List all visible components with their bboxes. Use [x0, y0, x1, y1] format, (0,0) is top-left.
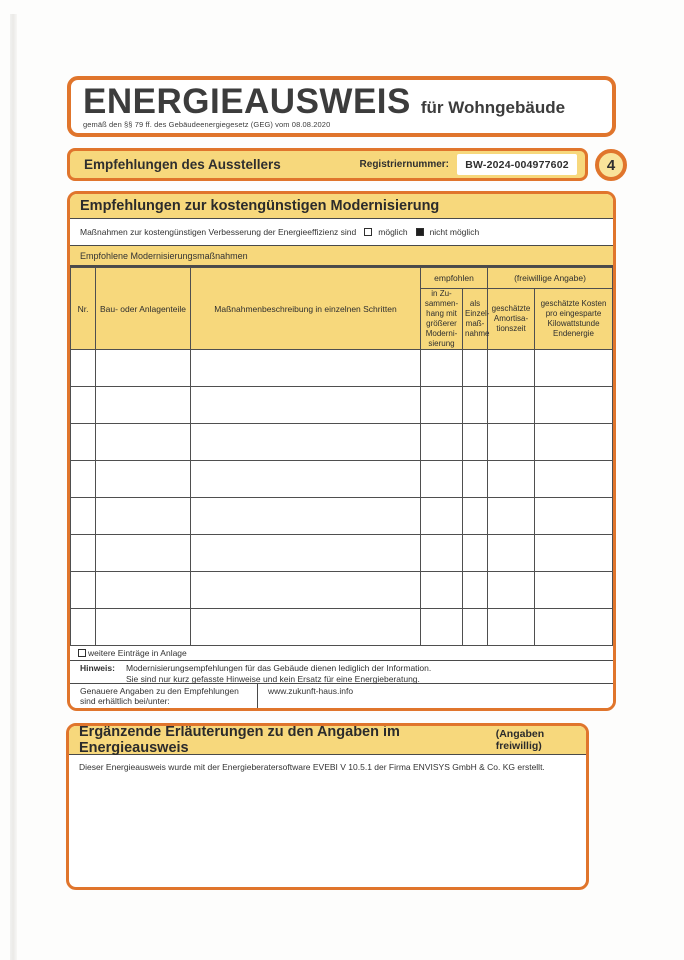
hint-text: [126, 663, 431, 684]
table-cell: [488, 609, 535, 646]
table-cell: [488, 387, 535, 424]
table-row: [71, 535, 613, 572]
table-cell: [463, 498, 488, 535]
supplementary-notes-title-suffix: (Angaben freiwillig): [495, 728, 545, 752]
table-cell: [463, 350, 488, 387]
table-row: [71, 350, 613, 387]
table-cell: [488, 535, 535, 572]
table-cell: [191, 498, 421, 535]
table-row: [71, 387, 613, 424]
table-cell: [71, 572, 96, 609]
hint-text-line2: Sie sind nur kurz gefasste Hinweise und kein Ersatz für eine Energieberatung.: [126, 673, 420, 684]
issuer-section-bar: [67, 148, 588, 181]
table-cell: [535, 498, 613, 535]
more-entries-label: weitere Einträge in Anlage: [88, 648, 187, 658]
table-cell: [191, 572, 421, 609]
table-cell: [71, 498, 96, 535]
checkbox-possible-label: möglich: [378, 227, 408, 237]
table-cell: [488, 461, 535, 498]
table-cell: [71, 461, 96, 498]
page-number: 4: [606, 156, 616, 174]
col-header-with-larger-modernization: in Zu-sammen-hang mit größerer Moderni-sierung: [421, 289, 463, 350]
measures-possible-text: Maßnahmen zur kostengünstigen Verbesserung der Energieeffizienz sind: [80, 227, 357, 237]
table-cell: [71, 387, 96, 424]
table-cell: [96, 461, 191, 498]
col-header-description: Maßnahmenbeschreibung in einzelnen Schritten: [191, 268, 421, 350]
table-cell: [191, 424, 421, 461]
hint-line: [70, 661, 613, 684]
modernization-section-box: [67, 191, 616, 711]
col-header-component: Bau- oder Anlagenteile: [96, 268, 191, 350]
issuer-section-title: Empfehlungen des Ausstellers: [84, 157, 281, 172]
checkbox-possible: [364, 228, 372, 236]
checkbox-not-possible-label: nicht möglich: [429, 227, 480, 237]
table-cell: [463, 461, 488, 498]
col-group-recommended: empfohlen: [421, 268, 488, 289]
table-cell: [191, 387, 421, 424]
table-cell: [421, 424, 463, 461]
table-cell: [488, 498, 535, 535]
document-subtitle: für Wohngebäude: [420, 98, 566, 117]
table-cell: [535, 424, 613, 461]
checkbox-more-entries: [78, 649, 86, 657]
supplementary-notes-title: Ergänzende Erläuterungen zu den Angaben im Energieausweis: [79, 724, 400, 756]
table-cell: [421, 535, 463, 572]
table-cell: [535, 461, 613, 498]
table-cell: [421, 609, 463, 646]
table-row: [71, 424, 613, 461]
table-cell: [535, 609, 613, 646]
supplementary-notes-body: Dieser Energieausweis wurde mit der Energieberatersoftware EVEBI V 10.5.1 der Firma ENVISYS GmbH & Co. KG erstellt.: [79, 762, 545, 772]
table-cell: [191, 609, 421, 646]
modernization-section-title: Empfehlungen zur kostengünstigen Modernisierung: [70, 194, 613, 219]
table-cell: [421, 461, 463, 498]
table-cell: [535, 387, 613, 424]
table-cell: [71, 350, 96, 387]
table-row: [71, 498, 613, 535]
table-cell: [463, 572, 488, 609]
table-cell: [71, 535, 96, 572]
table-cell: [191, 461, 421, 498]
table-cell: [96, 572, 191, 609]
table-cell: [421, 572, 463, 609]
supplementary-notes-box: [66, 723, 589, 890]
table-cell: [488, 350, 535, 387]
table-cell: [191, 350, 421, 387]
source-line: [70, 684, 613, 708]
table-cell: [421, 498, 463, 535]
recommendations-table-body: [71, 350, 613, 646]
col-group-voluntary: (freiwillige Angabe): [488, 268, 613, 289]
legal-reference: gemäß den §§ 79 ff. des Gebäudeenergiegesetz (GEG) vom 08.08.2020: [83, 120, 331, 129]
table-row: [71, 461, 613, 498]
table-row: [71, 609, 613, 646]
table-cell: [535, 535, 613, 572]
table-cell: [96, 498, 191, 535]
hint-text-line1: Modernisierungsempfehlungen für das Gebäude dienen lediglich der Information.: [126, 663, 432, 673]
table-cell: [71, 424, 96, 461]
table-cell: [488, 424, 535, 461]
table-cell: [463, 609, 488, 646]
registry-number-group: [360, 154, 577, 175]
table-cell: [463, 387, 488, 424]
table-cell: [535, 350, 613, 387]
recommendations-table-header: [71, 268, 613, 350]
hint-label: Hinweis:: [80, 663, 115, 673]
table-cell: [96, 424, 191, 461]
more-entries-line: [70, 646, 613, 661]
table-cell: [421, 387, 463, 424]
registry-number-label: Registriernummer:: [359, 159, 449, 170]
table-row: [71, 572, 613, 609]
table-cell: [96, 387, 191, 424]
page-number-badge: [595, 149, 627, 181]
scan-edge-artifact: [10, 14, 17, 960]
table-cell: [96, 609, 191, 646]
source-url: www.zukunft-haus.info: [268, 686, 354, 696]
table-cell: [535, 572, 613, 609]
col-header-amortization: geschätzte Amortisa-tionszeit: [488, 289, 535, 350]
recommended-measures-label: Empfohlene Modernisierungsmaßnahmen: [70, 246, 613, 267]
table-cell: [96, 535, 191, 572]
table-cell: [96, 350, 191, 387]
registry-number-value: BW-2024-004977602: [457, 154, 577, 175]
table-cell: [463, 424, 488, 461]
measures-possible-line: [70, 219, 613, 246]
table-cell: [191, 535, 421, 572]
table-cell: [421, 350, 463, 387]
table-cell: [488, 572, 535, 609]
source-label: Genauere Angaben zu den Empfehlungen sind erhältlich bei/unter:: [70, 684, 258, 708]
recommendations-table: [70, 267, 613, 646]
checkbox-not-possible: [416, 228, 424, 236]
col-header-cost-per-kwh: geschätzte Kosten pro eingesparte Kilowattstunde Endenergie: [535, 289, 613, 350]
col-header-single-measure: als Einzel-maß-nahme: [463, 289, 488, 350]
supplementary-notes-titlebar: [69, 726, 586, 755]
document-title: ENERGIEAUSWEIS: [83, 82, 411, 121]
col-header-nr: Nr.: [71, 268, 96, 350]
table-cell: [463, 535, 488, 572]
document-header-box: [67, 76, 616, 137]
document-title-line: [83, 83, 602, 121]
table-cell: [71, 609, 96, 646]
